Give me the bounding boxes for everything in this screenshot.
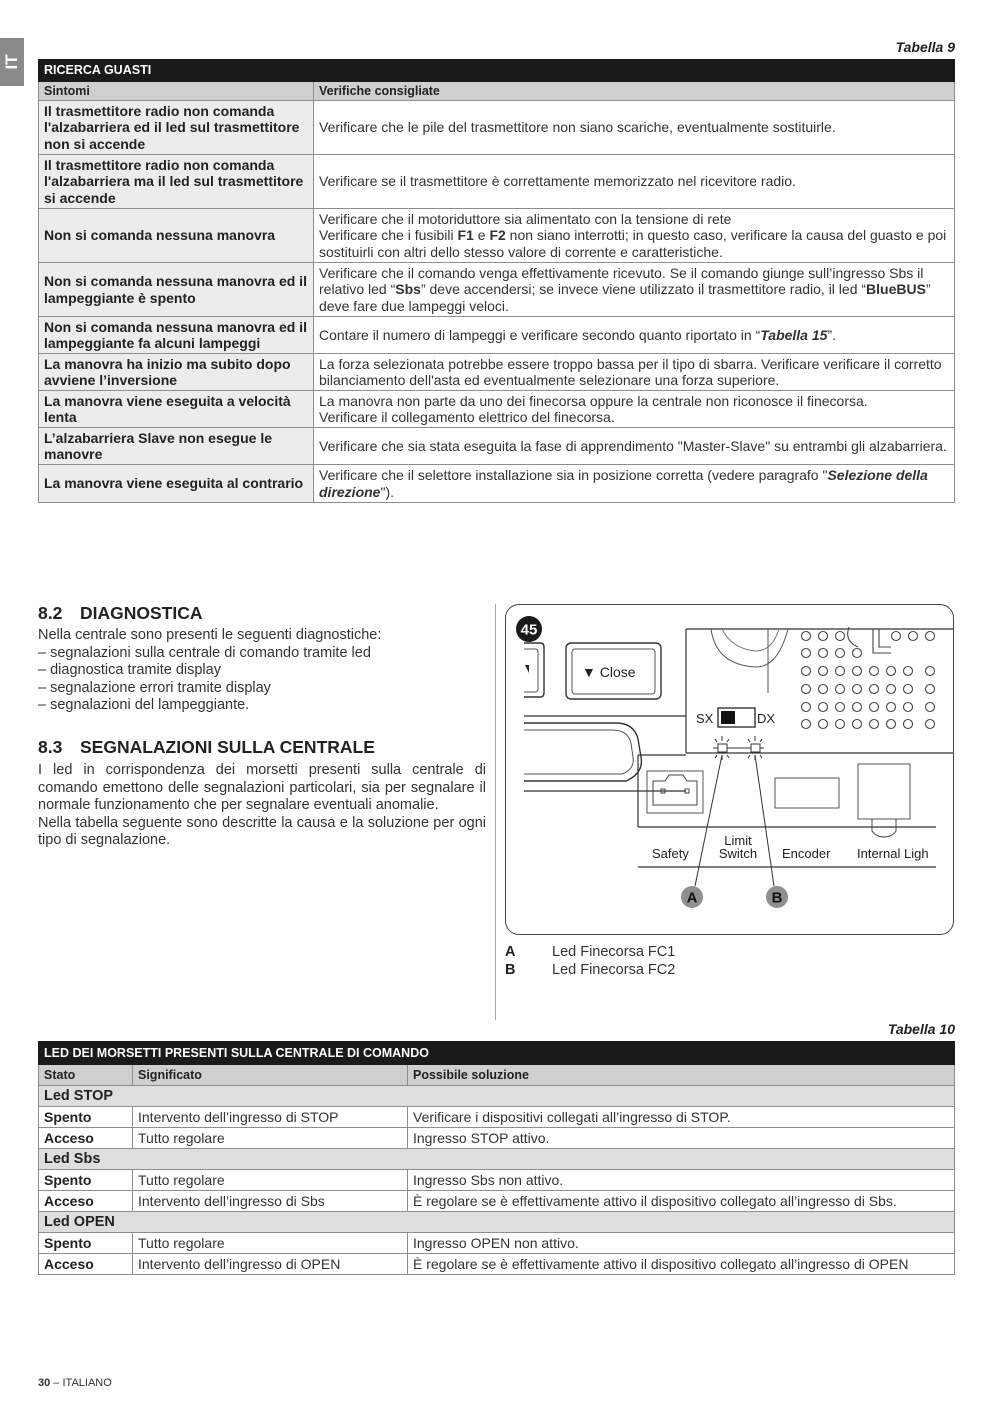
section-8-3-paragraph-2: Nella tabella seguente sono descritte la causa e la soluzione per ogni tipo di segnalazione. <box>38 814 486 848</box>
legend-item: B Led Finecorsa FC2 <box>505 962 676 978</box>
label-encoder: Encoder <box>782 846 831 861</box>
symptom-cell: Non si comanda nessuna manovra <box>39 209 314 263</box>
list-item: – segnalazioni sulla centrale di comando tramite led <box>38 645 486 663</box>
meaning-cell: Tutto regolare <box>133 1128 408 1149</box>
section-8-3-heading: 8.3 SEGNALAZIONI SULLA CENTRALE <box>38 737 375 757</box>
table10-header-state: Stato <box>39 1065 133 1086</box>
state-cell: Acceso <box>39 1191 133 1212</box>
table10-header-solution: Possibile soluzione <box>408 1065 955 1086</box>
section-8-2-intro: Nella centrale sono presenti le seguenti diagnostiche: <box>38 627 382 643</box>
section-8-3-body <box>38 762 486 850</box>
check-text: non siano interrotti; in questo caso, verificare la causa del guasto e poi sostituirli con altri dello stesso valore di corrente e caratteristiche. <box>319 227 947 260</box>
solution-cell: Ingresso STOP attivo. <box>408 1128 955 1149</box>
table-row <box>39 1233 955 1254</box>
check-cell: Verificare che le pile del trasmettitore non siano scariche, eventualmente sostituirle. <box>314 101 955 155</box>
table-row <box>39 1191 955 1212</box>
footer-language: – ITALIANO <box>50 1377 112 1389</box>
symptom-cell: L’alzabarriera Slave non esegue le manovre <box>39 428 314 465</box>
table-row <box>39 428 955 465</box>
check-cell <box>314 317 955 354</box>
state-cell: Spento <box>39 1170 133 1191</box>
paragraph-reference: Selezione della direzione <box>319 467 928 500</box>
close-button-label: ▼ Close <box>582 664 636 680</box>
list-item: – diagnostica tramite display <box>38 662 486 680</box>
check-text: ” deve fare due lampeggi veloci. <box>319 281 931 314</box>
check-cell <box>314 391 955 428</box>
switch-label-dx: DX <box>757 711 776 726</box>
check-text: "). <box>380 483 394 500</box>
diagnostics-list <box>38 645 486 715</box>
table-row <box>39 317 955 354</box>
solution-cell: Verificare i dispositivi collegati all’ingresso di STOP. <box>408 1107 955 1128</box>
symptom-cell: La manovra viene eseguita al contrario <box>39 465 314 503</box>
table9-title-row <box>39 60 955 82</box>
group-name: Led OPEN <box>39 1212 955 1233</box>
table-row <box>39 263 955 317</box>
fuse-f1: F1 <box>457 227 474 244</box>
check-text: Verificare che i fusibili <box>319 227 458 244</box>
table9-header-symptoms: Sintomi <box>39 81 314 101</box>
table9-header-row <box>39 81 955 101</box>
check-cell: La forza selezionata potrebbe essere troppo bassa per il tipo di sbarra. Verificare verificare il corretto bilanciamento dell'asta ed eventualmente selezionare una forza superiore. <box>314 354 955 391</box>
table10-header-meaning: Significato <box>133 1065 408 1086</box>
meaning-cell: Intervento dell’ingresso di Sbs <box>133 1191 408 1212</box>
control-unit-diagram <box>506 605 954 935</box>
label-switch: Switch <box>718 846 758 861</box>
meaning-cell: Tutto regolare <box>133 1233 408 1254</box>
table-row <box>39 465 955 503</box>
label-limit: Limit <box>724 833 752 848</box>
check-line: Verificare che il motoriduttore sia alimentato con la tensione di rete <box>319 210 732 227</box>
table10-header-row <box>39 1065 955 1086</box>
check-cell <box>314 465 955 503</box>
table-row <box>39 354 955 391</box>
check-cell: Verificare se il trasmettitore è correttamente memorizzato nel ricevitore radio. <box>314 155 955 209</box>
label-internal-light: Internal Ligh <box>857 846 929 861</box>
meaning-cell: Intervento dell’ingresso di OPEN <box>133 1254 408 1275</box>
marker-b-label: B <box>771 889 783 907</box>
check-text: Verificare che il selettore installazione sia in posizione corretta (vedere paragrafo " <box>319 467 828 483</box>
symptom-cell: Il trasmettitore radio non comanda l'alzabarriera ma il led sul trasmettitore si accende <box>39 155 314 209</box>
check-line: La manovra non parte da uno dei finecorsa oppure la centrale non riconosce il finecorsa. <box>319 392 868 409</box>
symptom-cell: La manovra viene eseguita a velocità lenta <box>39 391 314 428</box>
table-row <box>39 1254 955 1275</box>
language-tab: IT <box>0 38 24 86</box>
table-row <box>39 1170 955 1191</box>
figure-number: 45 <box>520 621 538 639</box>
table9-title: RICERCA GUASTI <box>39 60 955 82</box>
solution-cell: Ingresso Sbs non attivo. <box>408 1170 955 1191</box>
symptom-cell: Il trasmettitore radio non comanda l'alzabarriera ed il led sul trasmettitore non si accende <box>39 101 314 155</box>
symptom-cell: Non si comanda nessuna manovra ed il lampeggiante fa alcuni lampeggi <box>39 317 314 354</box>
solution-cell: Ingresso OPEN non attivo. <box>408 1233 955 1254</box>
check-cell: Verificare che sia stata eseguita la fase di apprendimento "Master-Slave" su entrambi gli alzabarriera. <box>314 428 955 465</box>
meaning-cell: Intervento dell’ingresso di STOP <box>133 1107 408 1128</box>
table-row <box>39 101 955 155</box>
group-name: Led STOP <box>39 1086 955 1107</box>
check-line: Verificare il collegamento elettrico del finecorsa. <box>319 409 615 425</box>
table-reference: Tabella 15 <box>760 326 828 343</box>
limit-switch-leds <box>713 736 764 760</box>
check-cell <box>314 263 955 317</box>
led-bluebus: BlueBUS <box>866 281 926 298</box>
page-footer <box>38 1377 112 1389</box>
marker-a-label: A <box>686 889 698 907</box>
group-row <box>39 1212 955 1233</box>
table9-caption: Tabella 9 <box>895 39 955 55</box>
connector-pin-grid <box>802 632 935 729</box>
state-cell: Spento <box>39 1233 133 1254</box>
table10-title-row <box>39 1042 955 1065</box>
state-cell: Acceso <box>39 1128 133 1149</box>
symptom-cell: La manovra ha inizio ma subito dopo avviene l’inversione <box>39 354 314 391</box>
check-cell <box>314 209 955 263</box>
table-row <box>39 155 955 209</box>
group-name: Led Sbs <box>39 1149 955 1170</box>
table-row <box>39 1128 955 1149</box>
section-8-2-heading: 8.2 DIAGNOSTICA <box>38 603 203 623</box>
terminal-leds-table <box>38 1041 955 1275</box>
table-row <box>39 209 955 263</box>
state-cell: Acceso <box>39 1254 133 1275</box>
led-sbs: Sbs <box>395 281 421 298</box>
label-safety: Safety <box>652 846 689 861</box>
table-row <box>39 391 955 428</box>
switch-label-sx: SX <box>696 711 714 726</box>
section-8-2-body <box>38 627 486 715</box>
group-row <box>39 1086 955 1107</box>
list-item: – segnalazione errori tramite display <box>38 680 486 698</box>
check-text: e <box>473 227 490 244</box>
page-number: 30 <box>38 1377 51 1389</box>
figure-45 <box>505 604 954 935</box>
table10-title: LED DEI MORSETTI PRESENTI SULLA CENTRALE DI COMANDO <box>39 1042 955 1065</box>
check-text: Verificare che il comando venga effettivamente ricevuto. Se il comando giunge sull’ingresso Sbs il relativo led “ <box>319 264 924 298</box>
table10-caption: Tabella 10 <box>887 1021 955 1037</box>
state-cell: Spento <box>39 1107 133 1128</box>
troubleshooting-table <box>38 59 955 503</box>
solution-cell: È regolare se è effettivamente attivo il dispositivo collegato all’ingresso di Sbs. <box>408 1191 955 1212</box>
fuse-f2: F2 <box>489 227 506 244</box>
legend-item: A Led Finecorsa FC1 <box>505 944 676 960</box>
list-item: – segnalazioni del lampeggiante. <box>38 697 486 715</box>
symptom-cell: Non si comanda nessuna manovra ed il lampeggiante è spento <box>39 263 314 317</box>
figure-legend <box>505 943 675 979</box>
check-text: ”. <box>827 326 836 343</box>
solution-cell: È regolare se è effettivamente attivo il dispositivo collegato all’ingresso di OPEN <box>408 1254 955 1275</box>
table9-header-checks: Verifiche consigliate <box>314 81 955 101</box>
check-text: ” deve accendersi; se invece viene utilizzato il trasmettitore radio, il led “ <box>420 281 867 298</box>
section-8-3-paragraph-1: I led in corrispondenza dei morsetti presenti sulla centrale di comando emettono delle segnalazioni particolari, sia per segnalare il normale funzionamento che per segnalare eventuali anomalie. <box>38 762 486 813</box>
table-row <box>39 1107 955 1128</box>
group-row <box>39 1149 955 1170</box>
column-divider <box>495 604 496 1020</box>
check-text: Contare il numero di lampeggi e verificare secondo quanto riportato in “ <box>319 326 761 343</box>
meaning-cell: Tutto regolare <box>133 1170 408 1191</box>
